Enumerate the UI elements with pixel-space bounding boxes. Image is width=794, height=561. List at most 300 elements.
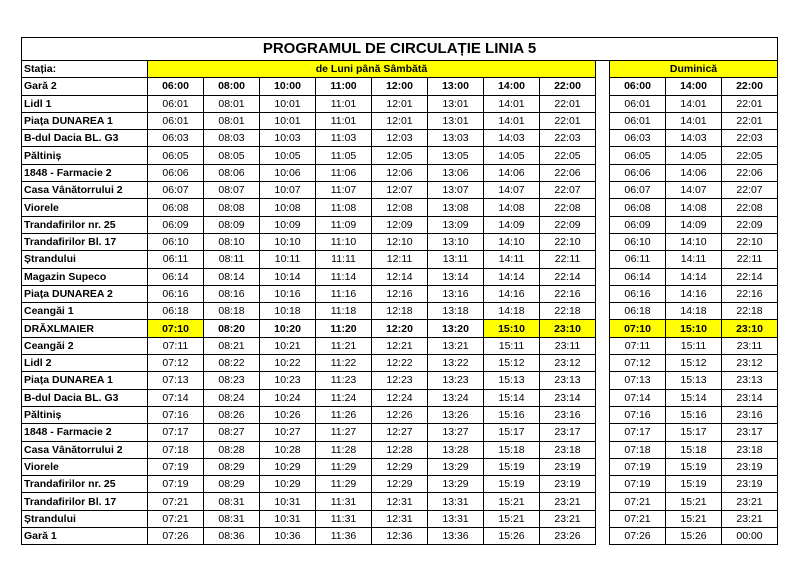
weekday-time-cell: 12:10 [372, 233, 428, 250]
table-row [22, 199, 778, 216]
sunday-time-cell: 06:01 [610, 95, 666, 112]
column-gap [596, 164, 610, 181]
weekday-time-cell: 15:10 [484, 320, 540, 337]
sunday-time-cell: 23:21 [722, 510, 778, 527]
station-name: Casa Vânătorrului 2 [22, 441, 148, 458]
sunday-time-cell: 23:12 [722, 355, 778, 372]
sunday-time-cell: 22:16 [722, 285, 778, 302]
sunday-time-cell: 06:06 [610, 164, 666, 181]
weekday-time-cell: 15:21 [484, 510, 540, 527]
weekday-time-cell: 23:18 [540, 441, 596, 458]
weekday-time-cell: 13:29 [428, 476, 484, 493]
column-gap [596, 251, 610, 268]
column-gap [596, 61, 610, 78]
station-name: Păltiniș [22, 406, 148, 423]
weekday-time-cell: 11:18 [316, 303, 372, 320]
weekday-time-cell: 22:01 [540, 112, 596, 129]
weekday-time-cell: 08:06 [204, 164, 260, 181]
weekday-time-cell: 13:24 [428, 389, 484, 406]
sunday-time-cell: 15:10 [666, 320, 722, 337]
sunday-time-cell: 14:01 [666, 112, 722, 129]
sunday-time-cell: 15:11 [666, 337, 722, 354]
column-gap [596, 528, 610, 545]
weekday-time-cell: 08:36 [204, 528, 260, 545]
weekday-time-cell: 11:24 [316, 389, 372, 406]
weekday-time-cell: 13:31 [428, 510, 484, 527]
weekday-time-cell: 22:05 [540, 147, 596, 164]
weekday-departure-time: 12:00 [372, 78, 428, 95]
sunday-time-cell: 22:01 [722, 112, 778, 129]
sunday-time-cell: 06:08 [610, 199, 666, 216]
weekday-time-cell: 07:14 [148, 389, 204, 406]
weekday-time-cell: 12:36 [372, 528, 428, 545]
column-gap [596, 95, 610, 112]
weekday-time-cell: 12:23 [372, 372, 428, 389]
sunday-time-cell: 07:10 [610, 320, 666, 337]
weekday-time-cell: 11:26 [316, 406, 372, 423]
weekday-time-cell: 11:01 [316, 112, 372, 129]
table-row [22, 424, 778, 441]
table-row [22, 285, 778, 302]
weekday-time-cell: 08:24 [204, 389, 260, 406]
weekday-time-cell: 23:19 [540, 458, 596, 475]
sunday-time-cell: 14:16 [666, 285, 722, 302]
table-row [22, 355, 778, 372]
weekday-time-cell: 07:16 [148, 406, 204, 423]
weekday-time-cell: 10:05 [260, 147, 316, 164]
column-gap [596, 493, 610, 510]
sunday-time-cell: 23:14 [722, 389, 778, 406]
sunday-time-cell: 23:21 [722, 493, 778, 510]
column-gap [596, 424, 610, 441]
weekday-time-cell: 06:09 [148, 216, 204, 233]
column-gap [596, 510, 610, 527]
weekday-time-cell: 13:03 [428, 130, 484, 147]
table-row [22, 441, 778, 458]
weekday-time-cell: 22:14 [540, 268, 596, 285]
weekday-time-cell: 10:27 [260, 424, 316, 441]
column-gap [596, 130, 610, 147]
column-gap [596, 199, 610, 216]
weekday-time-cell: 23:13 [540, 372, 596, 389]
weekday-time-cell: 14:03 [484, 130, 540, 147]
weekday-time-cell: 14:01 [484, 95, 540, 112]
weekday-time-cell: 14:18 [484, 303, 540, 320]
weekday-time-cell: 15:19 [484, 458, 540, 475]
weekday-time-cell: 11:08 [316, 199, 372, 216]
station-column-header: Stația: [22, 61, 148, 78]
sunday-time-cell: 15:19 [666, 476, 722, 493]
weekday-departure-time: 22:00 [540, 78, 596, 95]
weekday-time-cell: 11:01 [316, 95, 372, 112]
weekday-time-cell: 13:06 [428, 164, 484, 181]
sunday-time-cell: 14:07 [666, 182, 722, 199]
weekday-time-cell: 13:11 [428, 251, 484, 268]
weekday-time-cell: 07:13 [148, 372, 204, 389]
sunday-time-cell: 15:13 [666, 372, 722, 389]
column-gap [596, 285, 610, 302]
sunday-time-cell: 06:16 [610, 285, 666, 302]
weekday-time-cell: 11:29 [316, 458, 372, 475]
column-gap [596, 233, 610, 250]
weekday-time-cell: 13:01 [428, 112, 484, 129]
weekday-time-cell: 07:11 [148, 337, 204, 354]
sunday-group-header: Duminică [610, 61, 778, 78]
sunday-departure-time: 14:00 [666, 78, 722, 95]
sunday-time-cell: 23:17 [722, 424, 778, 441]
sunday-time-cell: 07:21 [610, 493, 666, 510]
weekday-time-cell: 11:29 [316, 476, 372, 493]
weekday-time-cell: 15:13 [484, 372, 540, 389]
weekday-time-cell: 13:29 [428, 458, 484, 475]
weekday-time-cell: 13:20 [428, 320, 484, 337]
sunday-departure-time: 22:00 [722, 78, 778, 95]
weekday-time-cell: 23:21 [540, 493, 596, 510]
weekday-time-cell: 13:21 [428, 337, 484, 354]
station-name: Păltiniș [22, 147, 148, 164]
sunday-time-cell: 15:12 [666, 355, 722, 372]
sunday-time-cell: 15:19 [666, 458, 722, 475]
weekday-time-cell: 08:01 [204, 95, 260, 112]
weekday-time-cell: 11:21 [316, 337, 372, 354]
weekday-time-cell: 08:29 [204, 476, 260, 493]
weekday-time-cell: 07:19 [148, 458, 204, 475]
table-row [22, 303, 778, 320]
weekday-time-cell: 10:01 [260, 112, 316, 129]
station-name: Trandafirilor Bl. 17 [22, 493, 148, 510]
table-row [22, 389, 778, 406]
weekday-time-cell: 08:27 [204, 424, 260, 441]
weekday-time-cell: 12:11 [372, 251, 428, 268]
sunday-time-cell: 14:06 [666, 164, 722, 181]
sunday-time-cell: 06:03 [610, 130, 666, 147]
table-row [22, 95, 778, 112]
weekday-time-cell: 12:21 [372, 337, 428, 354]
weekday-departure-time: 06:00 [148, 78, 204, 95]
weekday-departure-time: 11:00 [316, 78, 372, 95]
weekday-time-cell: 23:26 [540, 528, 596, 545]
table-row [22, 337, 778, 354]
weekday-time-cell: 12:14 [372, 268, 428, 285]
weekday-time-cell: 07:26 [148, 528, 204, 545]
station-name: Ștrandului [22, 510, 148, 527]
weekday-time-cell: 08:20 [204, 320, 260, 337]
column-gap [596, 182, 610, 199]
station-name: B-dul Dacia BL. G3 [22, 130, 148, 147]
weekday-time-cell: 22:01 [540, 95, 596, 112]
first-station: Gară 2 [22, 78, 148, 95]
column-gap [596, 476, 610, 493]
sunday-time-cell: 22:06 [722, 164, 778, 181]
weekday-time-cell: 14:11 [484, 251, 540, 268]
weekday-time-cell: 08:29 [204, 458, 260, 475]
weekday-time-cell: 10:16 [260, 285, 316, 302]
sunday-time-cell: 22:18 [722, 303, 778, 320]
sunday-time-cell: 15:21 [666, 493, 722, 510]
sunday-time-cell: 22:09 [722, 216, 778, 233]
timetable-sheet [21, 37, 778, 545]
sunday-time-cell: 00:00 [722, 528, 778, 545]
station-name: Ceangăi 1 [22, 303, 148, 320]
weekday-time-cell: 12:29 [372, 458, 428, 475]
weekday-time-cell: 22:06 [540, 164, 596, 181]
weekday-time-cell: 23:21 [540, 510, 596, 527]
weekday-time-cell: 11:31 [316, 510, 372, 527]
column-gap [596, 458, 610, 475]
weekday-time-cell: 15:16 [484, 406, 540, 423]
sunday-time-cell: 14:08 [666, 199, 722, 216]
weekday-time-cell: 12:01 [372, 95, 428, 112]
weekday-time-cell: 12:07 [372, 182, 428, 199]
weekday-time-cell: 12:01 [372, 112, 428, 129]
weekday-time-cell: 08:09 [204, 216, 260, 233]
weekday-time-cell: 06:10 [148, 233, 204, 250]
column-gap [596, 268, 610, 285]
sunday-time-cell: 07:12 [610, 355, 666, 372]
weekday-time-cell: 22:16 [540, 285, 596, 302]
weekday-departure-time: 08:00 [204, 78, 260, 95]
weekday-time-cell: 11:14 [316, 268, 372, 285]
weekday-time-cell: 10:24 [260, 389, 316, 406]
weekday-time-cell: 10:29 [260, 476, 316, 493]
weekday-time-cell: 14:16 [484, 285, 540, 302]
weekday-time-cell: 10:28 [260, 441, 316, 458]
weekday-time-cell: 10:14 [260, 268, 316, 285]
weekday-group-header: de Luni până Sâmbătă [148, 61, 596, 78]
weekday-time-cell: 22:18 [540, 303, 596, 320]
weekday-time-cell: 15:12 [484, 355, 540, 372]
weekday-time-cell: 13:14 [428, 268, 484, 285]
weekday-time-cell: 06:06 [148, 164, 204, 181]
weekday-time-cell: 13:22 [428, 355, 484, 372]
sunday-time-cell: 23:13 [722, 372, 778, 389]
table-row [22, 493, 778, 510]
weekday-time-cell: 08:31 [204, 510, 260, 527]
weekday-time-cell: 15:21 [484, 493, 540, 510]
station-name: Magazin Supeco [22, 268, 148, 285]
weekday-time-cell: 08:31 [204, 493, 260, 510]
sunday-time-cell: 07:19 [610, 476, 666, 493]
station-name: Gară 1 [22, 528, 148, 545]
weekday-time-cell: 12:06 [372, 164, 428, 181]
weekday-time-cell: 12:31 [372, 493, 428, 510]
weekday-time-cell: 06:08 [148, 199, 204, 216]
sunday-time-cell: 07:26 [610, 528, 666, 545]
sunday-time-cell: 14:10 [666, 233, 722, 250]
sunday-time-cell: 22:10 [722, 233, 778, 250]
sunday-time-cell: 15:17 [666, 424, 722, 441]
table-row [22, 510, 778, 527]
weekday-time-cell: 13:16 [428, 285, 484, 302]
weekday-time-cell: 13:23 [428, 372, 484, 389]
sunday-time-cell: 22:05 [722, 147, 778, 164]
sunday-time-cell: 07:21 [610, 510, 666, 527]
weekday-time-cell: 14:09 [484, 216, 540, 233]
sunday-time-cell: 23:16 [722, 406, 778, 423]
weekday-time-cell: 11:28 [316, 441, 372, 458]
weekday-time-cell: 22:08 [540, 199, 596, 216]
weekday-time-cell: 11:11 [316, 251, 372, 268]
sunday-time-cell: 22:07 [722, 182, 778, 199]
weekday-time-cell: 11:07 [316, 182, 372, 199]
sunday-time-cell: 07:13 [610, 372, 666, 389]
station-name: Piața DUNAREA 2 [22, 285, 148, 302]
sunday-time-cell: 07:18 [610, 441, 666, 458]
weekday-time-cell: 07:19 [148, 476, 204, 493]
station-name: DRĂXLMAIER [22, 320, 148, 337]
weekday-time-cell: 13:09 [428, 216, 484, 233]
weekday-time-cell: 13:27 [428, 424, 484, 441]
weekday-time-cell: 10:31 [260, 493, 316, 510]
weekday-time-cell: 14:10 [484, 233, 540, 250]
weekday-time-cell: 10:07 [260, 182, 316, 199]
sunday-departure-time: 06:00 [610, 78, 666, 95]
weekday-time-cell: 08:23 [204, 372, 260, 389]
weekday-time-cell: 08:14 [204, 268, 260, 285]
weekday-time-cell: 10:11 [260, 251, 316, 268]
weekday-time-cell: 12:18 [372, 303, 428, 320]
weekday-time-cell: 12:09 [372, 216, 428, 233]
sunday-time-cell: 22:03 [722, 130, 778, 147]
weekday-time-cell: 12:27 [372, 424, 428, 441]
weekday-time-cell: 08:07 [204, 182, 260, 199]
weekday-time-cell: 06:11 [148, 251, 204, 268]
weekday-time-cell: 11:27 [316, 424, 372, 441]
weekday-time-cell: 13:10 [428, 233, 484, 250]
column-gap [596, 337, 610, 354]
sunday-time-cell: 15:16 [666, 406, 722, 423]
sunday-time-cell: 06:11 [610, 251, 666, 268]
station-name: Ceangăi 2 [22, 337, 148, 354]
weekday-time-cell: 07:12 [148, 355, 204, 372]
weekday-time-cell: 13:36 [428, 528, 484, 545]
weekday-time-cell: 15:14 [484, 389, 540, 406]
sunday-time-cell: 15:21 [666, 510, 722, 527]
weekday-time-cell: 08:11 [204, 251, 260, 268]
weekday-time-cell: 22:10 [540, 233, 596, 250]
weekday-time-cell: 11:05 [316, 147, 372, 164]
station-name: Lidl 2 [22, 355, 148, 372]
weekday-time-cell: 06:01 [148, 112, 204, 129]
weekday-time-cell: 10:09 [260, 216, 316, 233]
weekday-time-cell: 11:22 [316, 355, 372, 372]
weekday-time-cell: 11:09 [316, 216, 372, 233]
sunday-time-cell: 06:10 [610, 233, 666, 250]
weekday-time-cell: 07:21 [148, 493, 204, 510]
weekday-time-cell: 23:10 [540, 320, 596, 337]
sunday-time-cell: 07:17 [610, 424, 666, 441]
weekday-time-cell: 11:16 [316, 285, 372, 302]
weekday-time-cell: 11:03 [316, 130, 372, 147]
weekday-time-cell: 07:18 [148, 441, 204, 458]
column-gap [596, 441, 610, 458]
sunday-time-cell: 07:14 [610, 389, 666, 406]
sunday-time-cell: 07:11 [610, 337, 666, 354]
weekday-time-cell: 15:26 [484, 528, 540, 545]
weekday-time-cell: 12:31 [372, 510, 428, 527]
weekday-time-cell: 10:06 [260, 164, 316, 181]
weekday-time-cell: 06:01 [148, 95, 204, 112]
weekday-time-cell: 10:18 [260, 303, 316, 320]
sunday-time-cell: 14:18 [666, 303, 722, 320]
sunday-time-cell: 22:01 [722, 95, 778, 112]
weekday-time-cell: 15:17 [484, 424, 540, 441]
weekday-time-cell: 13:31 [428, 493, 484, 510]
weekday-time-cell: 08:22 [204, 355, 260, 372]
sunday-time-cell: 22:08 [722, 199, 778, 216]
weekday-time-cell: 11:23 [316, 372, 372, 389]
table-row [22, 251, 778, 268]
weekday-time-cell: 08:03 [204, 130, 260, 147]
weekday-time-cell: 23:12 [540, 355, 596, 372]
column-gap [596, 406, 610, 423]
weekday-time-cell: 14:05 [484, 147, 540, 164]
table-row [22, 372, 778, 389]
column-gap [596, 320, 610, 337]
station-name: Viorele [22, 199, 148, 216]
station-name: Piața DUNAREA 1 [22, 112, 148, 129]
weekday-departure-time: 14:00 [484, 78, 540, 95]
sunday-time-cell: 14:09 [666, 216, 722, 233]
weekday-time-cell: 13:28 [428, 441, 484, 458]
weekday-time-cell: 08:21 [204, 337, 260, 354]
sunday-time-cell: 06:18 [610, 303, 666, 320]
weekday-time-cell: 14:07 [484, 182, 540, 199]
sunday-time-cell: 06:01 [610, 112, 666, 129]
weekday-time-cell: 12:24 [372, 389, 428, 406]
weekday-time-cell: 10:23 [260, 372, 316, 389]
weekday-time-cell: 11:06 [316, 164, 372, 181]
sunday-time-cell: 22:14 [722, 268, 778, 285]
weekday-time-cell: 06:18 [148, 303, 204, 320]
weekday-departure-time: 13:00 [428, 78, 484, 95]
station-name: 1848 - Farmacie 2 [22, 424, 148, 441]
weekday-time-cell: 06:16 [148, 285, 204, 302]
column-gap [596, 303, 610, 320]
table-row [22, 476, 778, 493]
weekday-departure-time: 10:00 [260, 78, 316, 95]
weekday-time-cell: 06:07 [148, 182, 204, 199]
station-name: Ștrandului [22, 251, 148, 268]
table-row [22, 528, 778, 545]
weekday-time-cell: 10:22 [260, 355, 316, 372]
timetable [21, 37, 778, 545]
column-gap [596, 372, 610, 389]
sunday-time-cell: 15:18 [666, 441, 722, 458]
weekday-time-cell: 15:19 [484, 476, 540, 493]
sunday-time-cell: 15:26 [666, 528, 722, 545]
weekday-time-cell: 10:10 [260, 233, 316, 250]
sunday-time-cell: 22:11 [722, 251, 778, 268]
sunday-time-cell: 23:18 [722, 441, 778, 458]
weekday-time-cell: 06:03 [148, 130, 204, 147]
station-name: Piața DUNAREA 1 [22, 372, 148, 389]
weekday-time-cell: 12:22 [372, 355, 428, 372]
weekday-time-cell: 15:18 [484, 441, 540, 458]
weekday-time-cell: 13:01 [428, 95, 484, 112]
weekday-time-cell: 08:18 [204, 303, 260, 320]
sunday-time-cell: 06:09 [610, 216, 666, 233]
weekday-time-cell: 22:03 [540, 130, 596, 147]
column-gap [596, 216, 610, 233]
column-gap [596, 78, 610, 95]
weekday-time-cell: 10:31 [260, 510, 316, 527]
weekday-time-cell: 14:14 [484, 268, 540, 285]
sunday-time-cell: 14:01 [666, 95, 722, 112]
column-gap [596, 355, 610, 372]
station-name: Trandafirilor nr. 25 [22, 476, 148, 493]
weekday-time-cell: 10:29 [260, 458, 316, 475]
